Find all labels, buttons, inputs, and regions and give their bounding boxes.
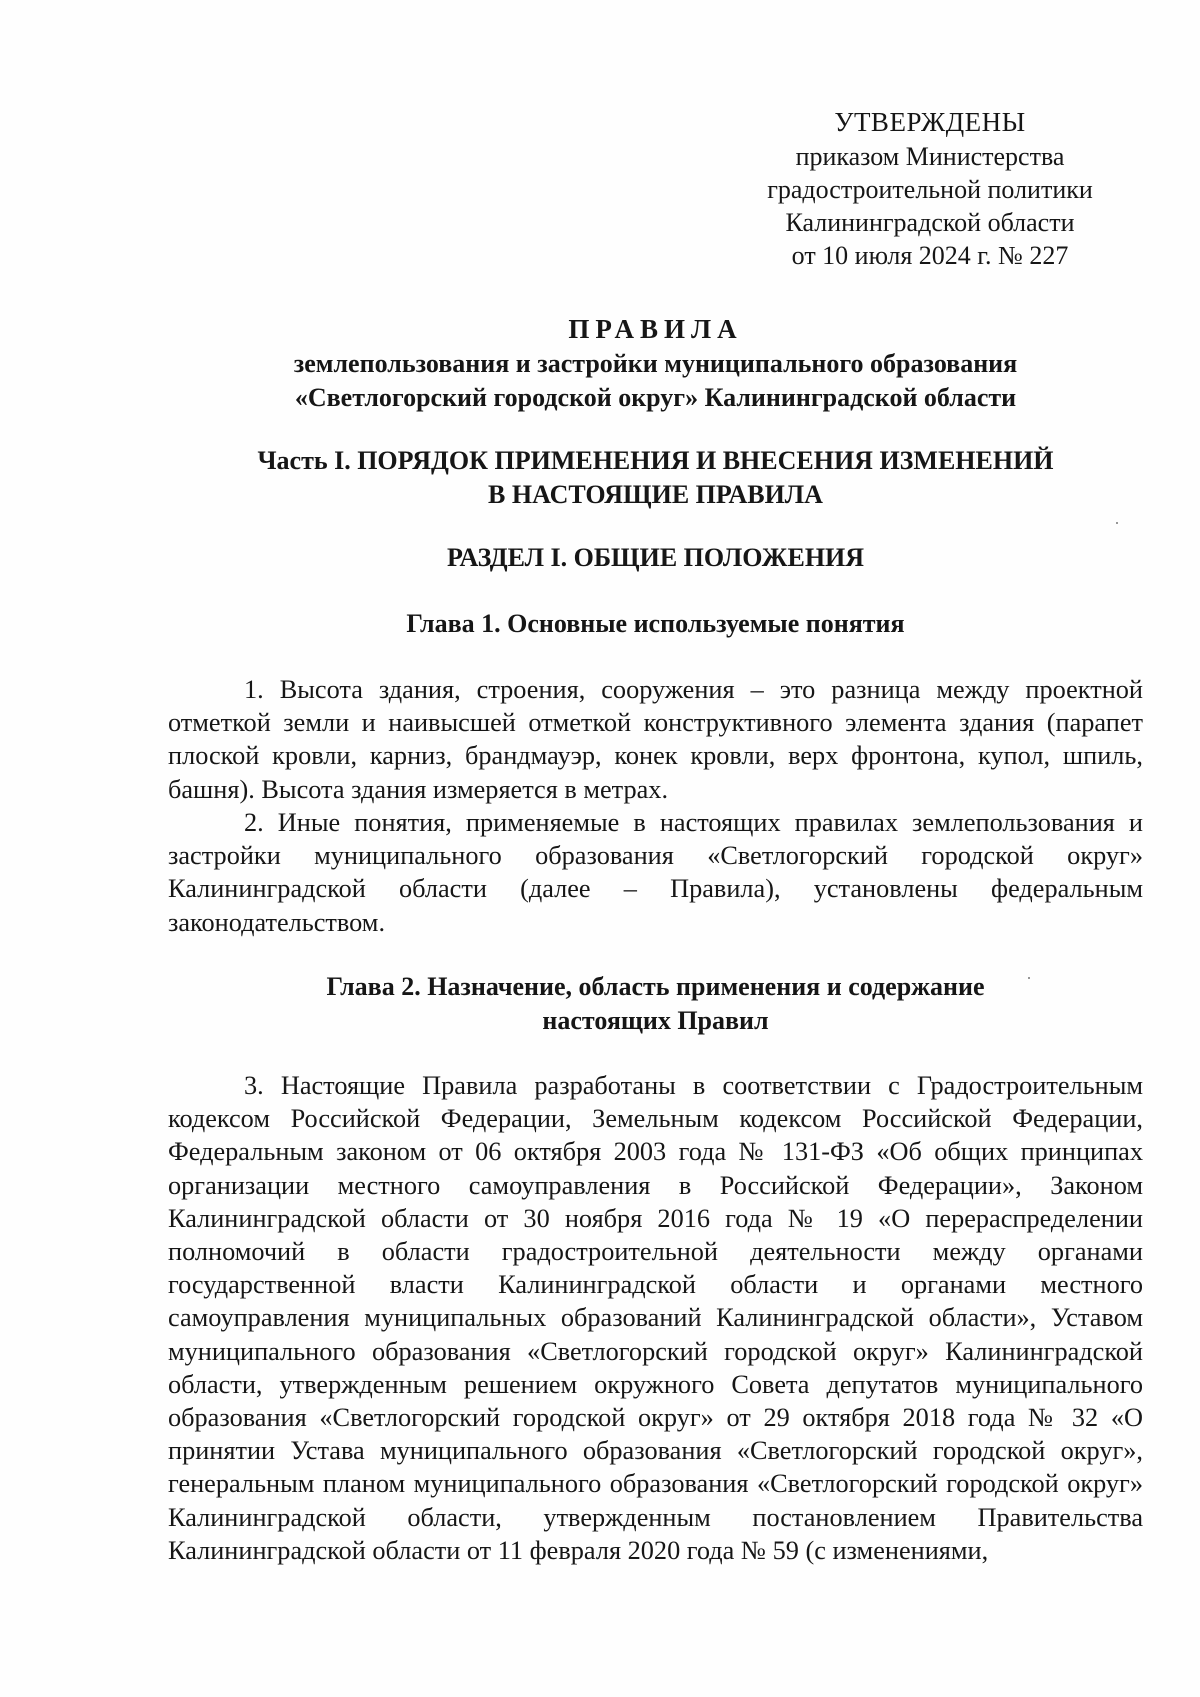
section-heading: РАЗДЕЛ I. ОБЩИЕ ПОЛОЖЕНИЯ — [446, 543, 865, 572]
document-subtitle-1: землепользования и застройки муниципального образования — [293, 349, 1018, 378]
approval-title: УТВЕРЖДЕНЫ — [834, 107, 1026, 137]
chapter-2-heading-2: настоящих Правил — [542, 1006, 769, 1035]
paragraph-2-text: 2. Иные понятия, применяемые в настоящих правилах землепользования и застройки муниципального образования «Светлогорский городской округ» Калининградской области (далее – Правила), установлены федеральным законодательством. — [168, 808, 1143, 937]
paragraph-3 — [168, 1069, 1143, 1567]
chapter-2-heading-1: Глава 2. Назначение, область применения и содержание — [326, 972, 985, 1001]
paragraph-1-text: 1. Высота здания, строения, сооружения – это разница между проектной отметкой земли и наивысшей отметкой конструктивного элемента здания (парапет плоской кровли, карниз, брандмауэр, конек кровли, верх фронтона, купол, шпиль, башня). Высота здания измеряется в метрах. — [168, 675, 1143, 804]
approval-stamp — [740, 106, 1120, 272]
part-heading-2: В НАСТОЯЩИЕ ПРАВИЛА — [488, 480, 823, 509]
paragraph-2 — [168, 806, 1143, 939]
document-subtitle-2: «Светлогорский городской округ» Калининградской области — [294, 383, 1017, 412]
scan-speck — [1116, 522, 1118, 524]
approval-line-1: приказом Министерства — [795, 142, 1065, 171]
document-title: ПРАВИЛА — [568, 314, 743, 344]
approval-line-4: от 10 июля 2024 г. № 227 — [791, 241, 1069, 270]
chapter-1-heading: Глава 1. Основные используемые понятия — [406, 609, 905, 638]
part-heading-1: Часть I. ПОРЯДОК ПРИМЕНЕНИЯ И ВНЕСЕНИЯ ИЗМЕНЕНИЙ — [257, 446, 1054, 475]
paragraph-1 — [168, 673, 1143, 806]
scan-speck — [1028, 977, 1030, 979]
approval-line-3: Калининградской области — [785, 208, 1075, 237]
paragraph-3-text: 3. Настоящие Правила разработаны в соответствии с Градостроительным кодексом Российской Федерации, Земельным кодексом Российской Федерации, Федеральным законом от 06 октября 2003 года № 131-ФЗ «Об общих принципах организации местного самоуправления в Российской Федерации», Законом Калининградской области от 30 ноября 2016 года № 19 «О перераспределении полномочий в области градостроительной деятельности между органами государственной власти Калининградской области и органами местного самоуправления муниципальных образований Калининградской области», Уставом муниципального образования «Светлогорский городской округ» Калининградской области, утвержденным решением окружного Совета депутатов муниципального образования «Светлогорский городской округ» от 29 октября 2018 года № 32 «О принятии Устава муниципального образования «Светлогорский городской округ», генеральным планом муниципального образования «Светлогорский городской округ» Калининградской области, утвержденным постановлением Правительства Калининградской области от 11 февраля 2020 года № 59 (с изменениями, — [168, 1071, 1143, 1565]
approval-line-2: градостроительной политики — [767, 175, 1093, 204]
